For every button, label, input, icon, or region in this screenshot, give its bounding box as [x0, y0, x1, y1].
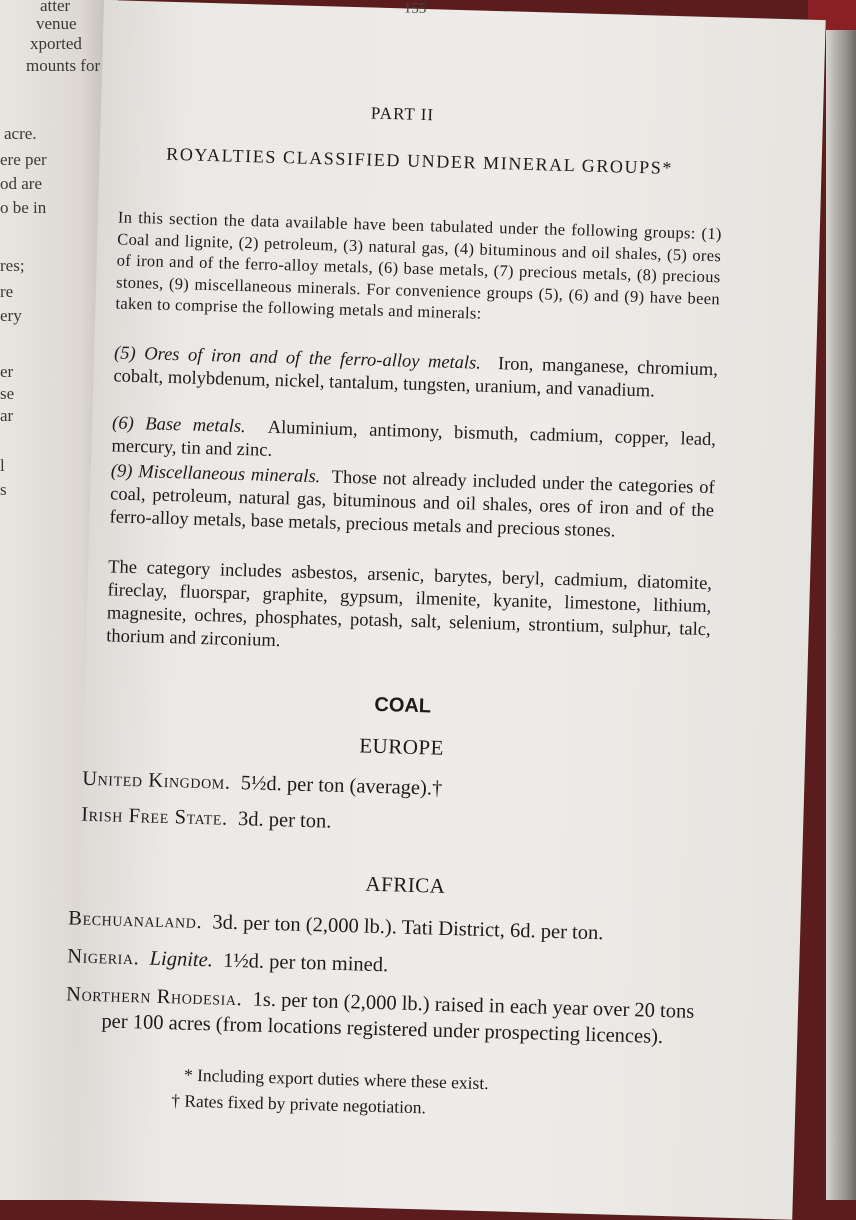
footnote-asterisk: * Including export duties where these exist. — [183, 1064, 489, 1094]
entry-country: Irish Free State. — [80, 803, 229, 830]
category-paragraph: The category includes asbestos, arsenic, barytes, beryl, cadmium, diatomite, fireclay, fluorspar, graphite, gypsum, ilmenite, kyanite, limestone, lithium, magnesite, ochres, phosphates, potash, salt, selenium, strontium, sulphur, talc, thorium and zirconium. — [105, 557, 713, 652]
entry-bechuanaland — [68, 905, 708, 949]
entry-country: Nigeria. — [66, 945, 140, 970]
left-page-fragment: ery — [0, 306, 22, 325]
africa-heading: AFRICA — [365, 871, 446, 898]
entry-northern-rhodesia — [65, 981, 712, 1051]
group-9-text: Those not already included under the categories of coal, petroleum, natural gas, bituminous and oil shales, ores of iron and of the ferro-alloy metals, base metals, precious metals and precious stones. — [109, 467, 715, 542]
group-9-paragraph — [109, 460, 715, 546]
group-5-paragraph — [113, 342, 718, 405]
europe-heading: EUROPE — [358, 733, 445, 760]
left-page-fragment: er — [0, 362, 14, 381]
group-6-text: Aluminium, antimony, bismuth, cadmium, copper, lead, mercury, tin and zinc. — [111, 417, 717, 461]
entry-country: Northern Rhodesia. — [65, 983, 243, 1011]
left-page-fragment: l — [0, 456, 5, 475]
coal-heading: COAL — [374, 693, 432, 718]
entry-text: 3d. per ton. — [237, 808, 332, 833]
entry-text: 3d. per ton (2,000 lb.). Tati District, 6d. per ton. — [212, 911, 604, 945]
intro-paragraph: In this section the data available have been tabulated under the following groups: (1) Coal and lignite, (2) petroleum, (3) natural gas, (4) bituminous and oil shales, (5) ores of iron and of the ferro-alloy metals, (6) base metals, (7) precious metals, (8) precious stones, (9) miscellaneous minerals. For convenience groups (5), (6) and (9) have been taken to comprise the following metals and minerals: — [115, 207, 722, 323]
entry-country: Bechuanaland. — [68, 907, 203, 934]
entry-irish-free-state — [81, 802, 721, 846]
group-5-heading: (5) Ores of iron and of the ferro-alloy metals. — [113, 343, 482, 374]
entry-text: 5½d. per ton (average).† — [240, 772, 443, 800]
entry-text: 1½d. per ton mined. — [222, 949, 389, 977]
left-page-fragment: venue — [36, 14, 77, 33]
left-page-fragment: atter — [40, 0, 71, 15]
left-page-fragment: re — [0, 282, 14, 301]
left-page-fragment: mounts for — [26, 56, 101, 75]
entry-italic-label: Lignite. — [149, 947, 214, 972]
right-page — [65, 0, 825, 1220]
group-5-text: Iron, manganese, chromium, cobalt, molybdenum, nickel, tantalum, tungsten, uranium, and vanadium. — [113, 354, 719, 402]
left-page-fragment: od are — [0, 174, 43, 193]
group-6-heading: (6) Base metals. — [111, 413, 246, 438]
page-number: 155 — [403, 0, 427, 18]
left-page-fragment: se — [0, 384, 15, 403]
part-heading: PART II — [370, 103, 435, 125]
left-page-fragment: acre. — [4, 124, 37, 143]
left-page-fragment: ere per — [0, 150, 47, 169]
entry-country: United Kingdom. — [81, 767, 231, 794]
group-9-heading: (9) Miscellaneous minerals. — [110, 461, 321, 488]
section-title: ROYALTIES CLASSIFIED UNDER MINERAL GROUPS* — [165, 143, 674, 178]
left-page-fragment: s — [0, 480, 7, 499]
footnote-dagger: † Rates fixed by private negotiation. — [171, 1090, 427, 1118]
left-page-fragment: o be in — [0, 198, 47, 217]
left-page-fragment: res; — [0, 256, 25, 275]
entry-nigeria — [67, 943, 707, 987]
left-page-fragment: ar — [0, 406, 14, 425]
left-page-fragment: xported — [30, 34, 82, 53]
entry-united-kingdom — [82, 766, 722, 810]
book-cover-edge — [826, 0, 856, 1200]
entry-text: 1s. per ton (2,000 lb.) raised in each year over 20 tons per 100 acres (from locations registered under prospecting licences). — [101, 988, 695, 1049]
